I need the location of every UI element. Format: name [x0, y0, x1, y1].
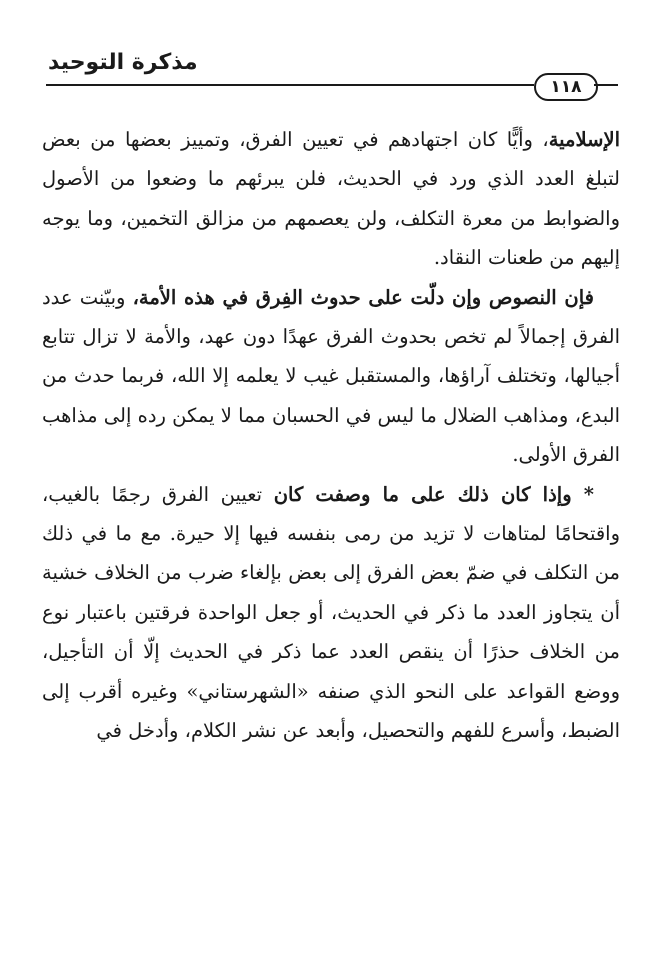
running-header-title: مذكرة التوحيد [48, 50, 198, 75]
paragraph-1 [42, 120, 620, 278]
paragraph-3-bold-lead: * وإذا كان ذلك على ما وصفت كان [273, 482, 594, 506]
page-number-badge: ١١٨ [534, 73, 598, 101]
header-rule-left [46, 84, 534, 86]
paragraph-3-text: تعيين الفرق رجمًا بالغيب، واقتحامًا لمتاهات لا تزيد من رمى بنفسه فيها إلا حيرة. مع ما في ذلك من التكلف في ضمّ بعض الفرق إلى بعض بإلغاء ضرب من الخلاف خشية أن يتجاوز العدد ما ذكر في الحديث، أو جعل الواحدة فرقتين باعتبار نوع من الخلاف حذرًا أن ينقص العدد عما ذكر في الحديث إلّا أن التأجيل، ووضع القواعد على النحو الذي صنفه «الشهرستاني» وغيره أقرب إلى الضبط، وأسرع للفهم والتحصيل، وأبعد عن نشر الكلام، وأدخل في [42, 482, 620, 743]
paragraph-1-bold-lead: الإسلامية [548, 128, 620, 151]
paragraph-2-bold-lead: فإن النصوص وإن دلّت على حدوث الفِرق في هذه الأمة، [132, 285, 594, 309]
paragraph-3 [42, 475, 620, 751]
paragraph-2 [42, 278, 620, 475]
paragraph-1-text: ، وأيًّا كان اجتهادهم في تعيين الفرق، وتمييز بعضها من بعض لتبلغ العدد الذي ورد في الحديث، فلن يبرئهم ما وضعوا من الأصول والضوابط من معرة التكلف، ولن يعصمهم من مزالق التخمين، وما يوجه إليهم من طعنات النقاد. [42, 128, 620, 270]
body-text [42, 120, 620, 751]
paragraph-2-text: وبيّنت عدد الفرق إجمالاً لم تخص بحدوث الفرق عهدًا دون عهد، والأمة لا تزال تتابع أجيالها، وتختلف آراؤها، والمستقبل غيب لا يعلمه إلا الله، فربما حدث من البدع، ومذاهب الضلال ما ليس في الحسبان مما لا يمكن رده إلى مذاهب الفرق الأولى. [42, 285, 620, 467]
header-rule-right [594, 84, 618, 86]
